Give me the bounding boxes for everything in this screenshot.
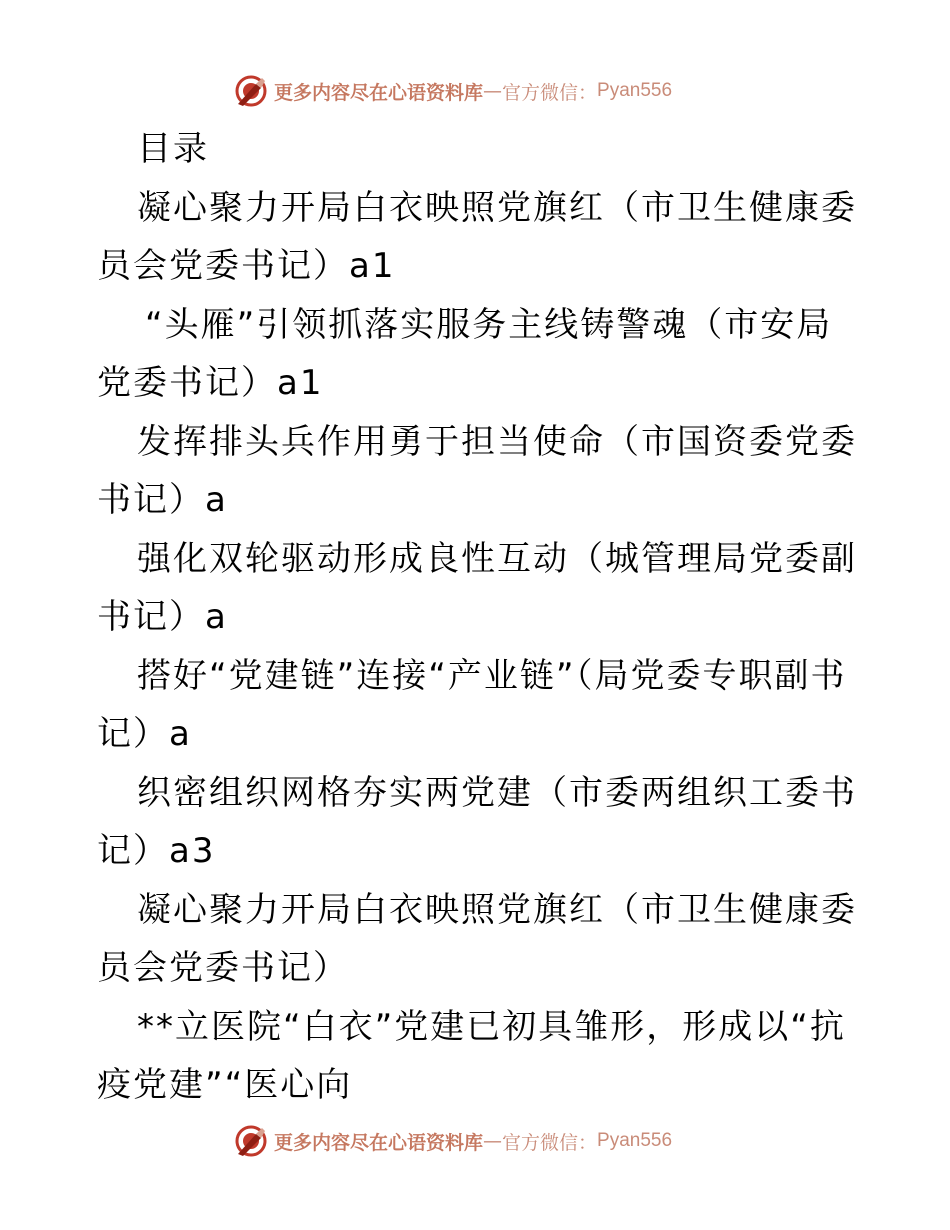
banner-separator: — [483,80,503,102]
banner-wechat-label: 官方微信： [502,1131,598,1154]
pen-circle-logo-icon [234,74,268,108]
toc-entry[interactable]: 凝心聚力开局白衣映照党旗红（市卫生健康委员会党委书记）a1 [97,187,857,286]
section-heading: 凝心聚力开局白衣映照党旗红（市卫生健康委员会党委书记） [97,889,857,988]
banner-wechat-handle: Pyan556 [597,80,673,101]
toc-entry[interactable]: 织密组织网格夯实两党建（市委两组织工委书记）a3 [97,772,857,871]
toc-title: 目录 [137,129,209,169]
toc-entry[interactable]: 搭好“党建链”连接“产业链”（局党委专职副书记）a [97,655,847,754]
document-body [97,120,857,1115]
toc-entry[interactable]: 强化双轮驱动形成良性互动（城管理局党委副书记）a [97,538,857,637]
toc-entry[interactable]: “头雁”引领抓落实服务主线铸警魂（市安局党委书记）a1 [97,304,833,403]
banner-wechat-handle: Pyan556 [597,1130,673,1151]
footer-banner[interactable] [234,1124,672,1158]
body-paragraph: **立医院“白衣”党建已初具雏形，形成以“抗疫党建”“医心向 [97,1006,846,1105]
toc-entry[interactable]: 发挥排头兵作用勇于担当使命（市国资委党委书记）a [97,421,857,520]
banner-main-text: 更多内容尽在心语资料库 [274,1131,484,1154]
header-banner[interactable] [234,74,672,108]
pen-circle-logo-icon [234,1124,268,1158]
banner-main-text: 更多内容尽在心语资料库 [274,81,484,104]
banner-wechat-label: 官方微信： [502,81,598,104]
banner-separator: — [483,1130,503,1152]
